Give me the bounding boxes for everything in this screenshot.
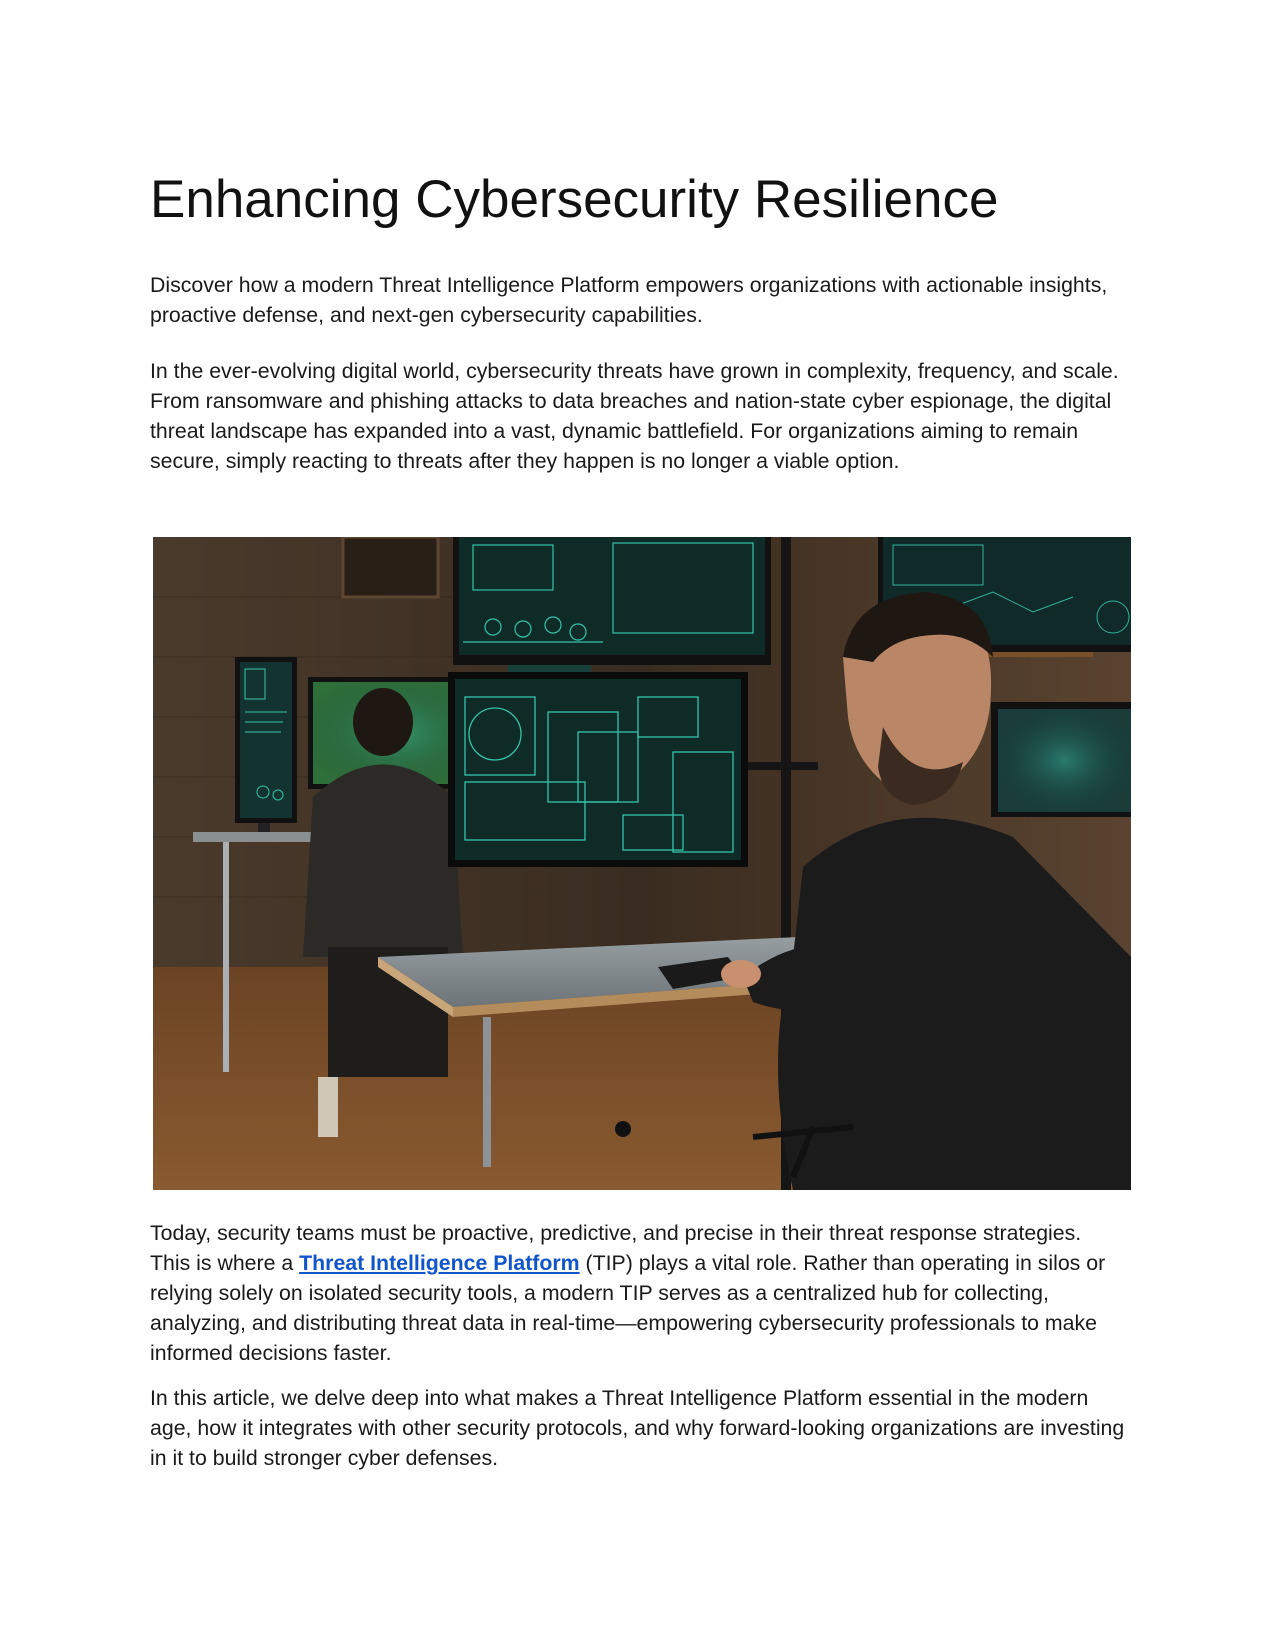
security-operations-photo <box>153 537 1131 1190</box>
body-paragraph-2 <box>150 1218 1125 1368</box>
body-paragraph-1: In the ever-evolving digital world, cybersecurity threats have grown in complexity, frequency, and scale. From ransomware and phishing attacks to data breaches and nation-state cyber espionage, the digital threat landscape has expanded into a vast, dynamic battlefield. For organizations aiming to remain secure, simply reacting to threats after they happen is no longer a viable option. <box>150 359 1119 473</box>
intro-paragraph: Discover how a modern Threat Intelligence Platform empowers organizations with actionable insights, proactive defense, and next-gen cybersecurity capabilities. <box>150 273 1108 327</box>
paragraph-2-tail-text: (TIP) plays a vital role. Rather than operating in silos or relying solely on isolated security tools, a modern TIP serves as a centralized hub for collecting, analyzing, and distributing threat data in real-time—empowering cybersecurity professionals to make informed decisions faster. <box>150 1251 1106 1365</box>
article-title: Enhancing Cybersecurity Resilience <box>150 170 999 229</box>
body-paragraph-3: In this article, we delve deep into what makes a Threat Intelligence Platform essential in the modern age, how it integrates with other security protocols, and why forward-looking organizations are investing in it to build stronger cyber defenses. <box>150 1386 1125 1470</box>
paragraph-2-lead-text: Today, security teams must be proactive, predictive, and precise in their threat response strategies. This is where a <box>150 1221 1082 1275</box>
threat-intelligence-platform-link[interactable]: Threat Intelligence Platform <box>299 1251 580 1275</box>
